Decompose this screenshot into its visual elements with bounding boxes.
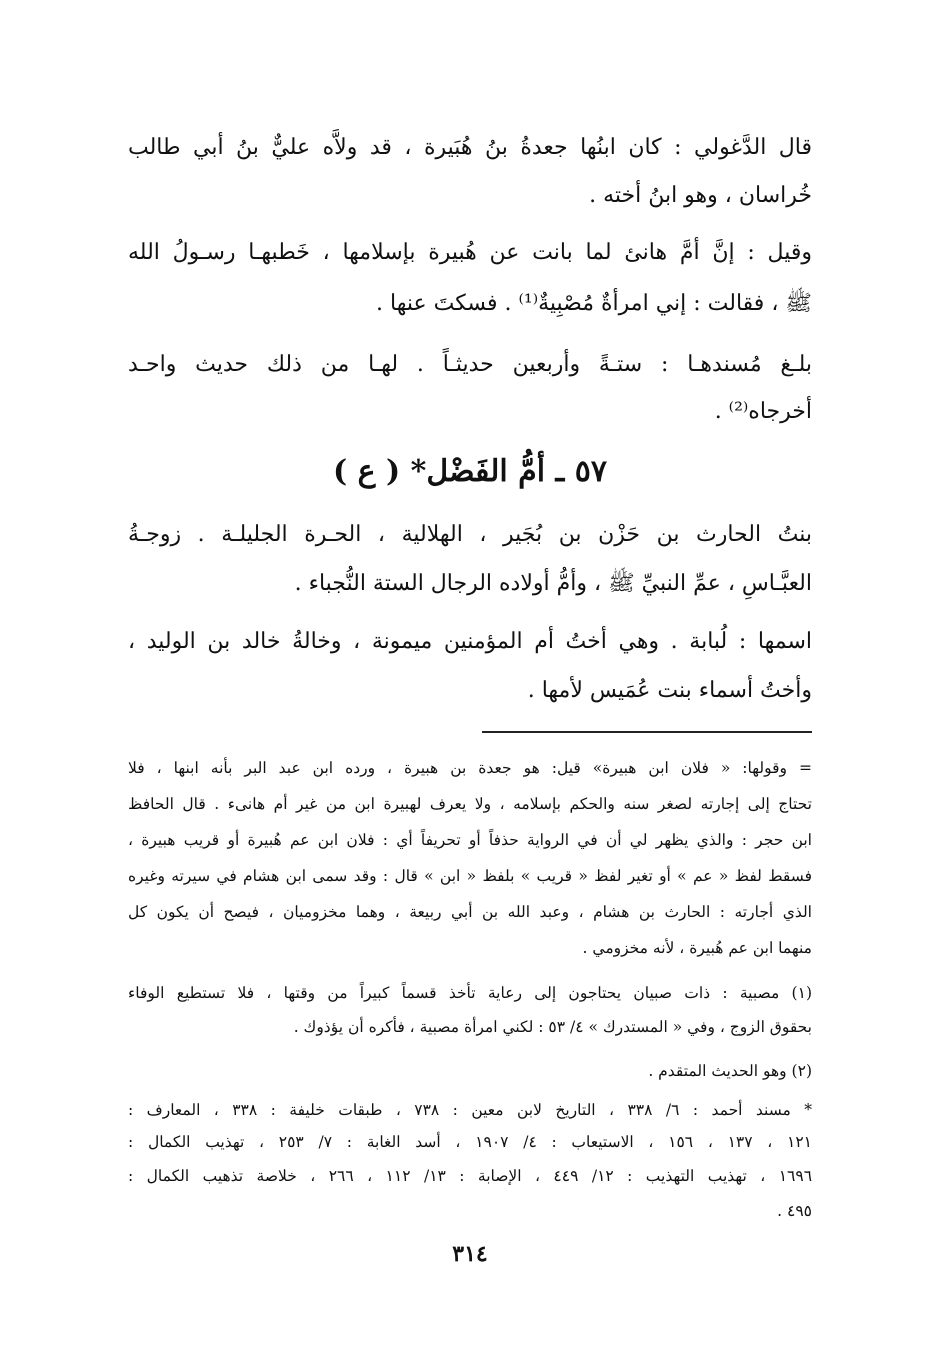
footnote-2-line-1: (٢) وهو الحديث المتقدم . (648, 1062, 812, 1080)
body-paragraph-2-line-2: ﷺ ، فقالت : إني امرأةٌ مُصْبِيةٌ⁽¹⁾ . فسكتَ عنها . (376, 291, 812, 316)
sources-line-2: ١٢١ ، ١٣٧ ، ١٥٦ ، الاستيعاب : ٤/ ١٩٠٧ ، أسد الغابة : ٧/ ٢٥٣ ، تهذيب الكمال : (128, 1133, 812, 1151)
body-paragraph-2-line-1: وقيل : إنَّ أمَّ هانئ لما بانت عن هُبيرة بإسلامها ، خَطبهـا رسـولُ الله (128, 240, 812, 265)
sources-line-4: ٤٩٥ . (777, 1202, 812, 1220)
body-paragraph-1-line-1: قال الدَّغولي : كان ابنُها جعدةُ بنُ هُبَيرة ، قد ولاَّه عليٌّ بنُ أبي طالب (128, 135, 812, 160)
footnote-1-line-2: بحقوق الزوج ، وفي « المستدرك » ٤/ ٥٣ : لكني امرأة مصبية ، فأكره أن يؤذوك . (293, 1018, 812, 1036)
body-paragraph-3-line-2: أخرجاه⁽²⁾ . (714, 399, 812, 424)
footnote-separator (482, 731, 812, 733)
page-number: ٣١٤ (452, 1241, 488, 1267)
entry-paragraph-2-line-1: اسمها : لُبابة . وهي أختُ أم المؤمنين ميمونة ، وخالةُ خالد بن الوليد ، (128, 629, 812, 654)
body-paragraph-1-line-2: خُراسان ، وهو ابنُ أخته . (589, 183, 812, 208)
footnote-1-line-1: (١) مصبية : ذات صبيان يحتاجون إلى رعاية تأخذ قسماً كبيراً من وقتها ، فلا تستطيع الوفاء (128, 984, 812, 1002)
footnote-continuation-line-6: منهما ابن عم هُبيرة ، لأنه مخزومي . (582, 939, 812, 957)
entry-paragraph-1-line-1: بنتُ الحارث بن حَزْن بن بُجَير ، الهلالية ، الحـرة الجليلـة . زوجـةُ (128, 522, 812, 547)
footnote-continuation-line-1: = وقولها: « فلان ابن هبيرة» قيل: هو جعدة بن هبيرة ، ورده ابن عبد البر بأنه ابنها ، فلا (128, 759, 812, 777)
entry-heading: ٥٧ ـ أمُّ الفَضْل* ( ع ) (333, 454, 607, 489)
footnote-continuation-line-4: فسقط لفظ « عم » أو تغير لفظ « قريب » بلفظ « ابن » قال : وقد سمى ابن هشام في سيرته وغيره (128, 867, 812, 885)
sources-line-3: ١٦٩٦ ، تهذيب التهذيب : ١٢/ ٤٤٩ ، الإصابة : ١٣/ ١١٢ ، ٢٦٦ ، خلاصة تذهيب الكمال : (128, 1167, 812, 1185)
entry-paragraph-2-line-2: وأختُ أسماء بنت عُمَيس لأمها . (527, 678, 812, 703)
footnote-continuation-line-2: تحتاج إلى إجارته لصغر سنه والحكم بإسلامه ، ولا يعرف لهبيرة ابن من غير أم هانىء . قال الحافظ (128, 795, 812, 813)
sources-line-1: * مسند أحمد : ٦/ ٣٣٨ ، التاريخ لابن معين : ٧٣٨ ، طبقات خليفة : ٣٣٨ ، المعارف : (128, 1101, 812, 1119)
footnote-continuation-line-5: الذي أجارته : الحارث بن هشام ، وعبد الله بن أبي ربيعة ، وهما مخزوميان ، فيصح أن يكون كل (128, 903, 812, 921)
body-paragraph-3-line-1: بلـغ مُسندهـا : ستـةً وأربعين حديثـاً . لهـا من ذلك حديث واحـد (128, 352, 812, 377)
footnote-continuation-line-3: ابن حجر : والذي يظهر لي أن في الرواية حذفاً أو تحريفاً أي : فلان ابن عم هُبيرة أو قريب هبيرة ، (128, 831, 812, 849)
entry-paragraph-1-line-2: العبَّـاسِ ، عمِّ النبيِّ ﷺ ، وأمُّ أولاده الرجال الستة النُّجباء . (294, 571, 812, 596)
